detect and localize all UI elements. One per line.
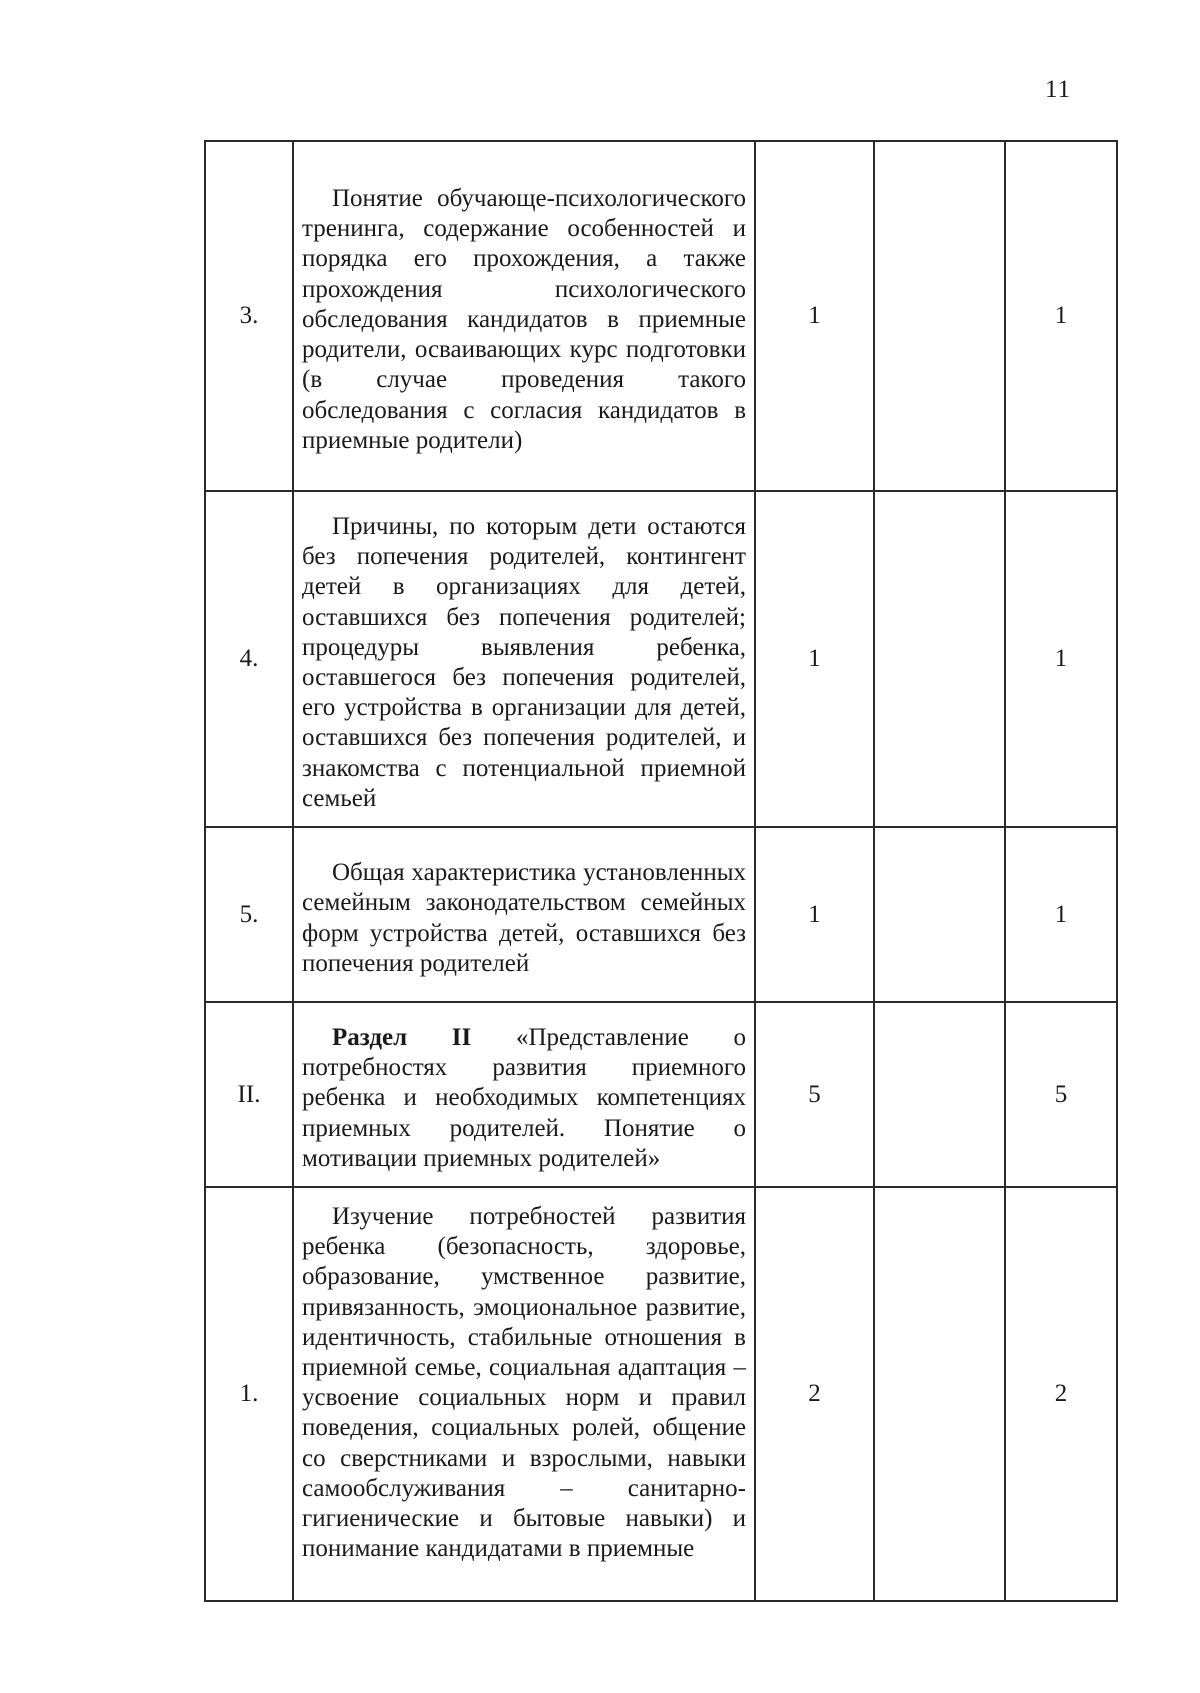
hours-empty-cell [874,491,1005,827]
row-number: 1. [205,1187,293,1601]
hours-practice-cell: 1 [1005,827,1117,1002]
row-number: 3. [205,141,293,491]
section-title: «Представление о потребностях развития приемного ребенка и необходимых компетенциях приемных родителей. Понятие о мотивации приемных родителей» [302,1024,746,1172]
topic-text [302,1023,746,1174]
hours-practice-cell: 5 [1005,1002,1117,1187]
hours-total-cell: 5 [755,1002,874,1187]
topic-cell [293,827,755,1002]
section-number: II. [205,1002,293,1187]
hours-total-cell: 1 [755,141,874,491]
table-row [205,141,1117,491]
table-row [205,491,1117,827]
row-number: 5. [205,827,293,1002]
hours-total-cell: 1 [755,491,874,827]
hours-total-cell: 1 [755,827,874,1002]
row-number: 4. [205,491,293,827]
hours-empty-cell [874,1002,1005,1187]
hours-practice-cell: 2 [1005,1187,1117,1601]
topic-cell [293,141,755,491]
hours-practice-cell: 1 [1005,491,1117,827]
table-row [205,827,1117,1002]
curriculum-table [204,140,1118,1602]
hours-practice-cell: 1 [1005,141,1117,491]
topic-text: Причины, по которым дети остаются без попечения родителей, контингент детей в организациях для детей, оставшихся без попечения родителей; процедуры выявления ребенка, оставшегося без попечения родителей, его устройства в организации для детей, оставшихся без попечения родителей, и знакомства с потенциальной приемной семьей [302,513,746,812]
page-number: 11 [1045,76,1072,103]
table-row-section [205,1002,1117,1187]
hours-empty-cell [874,1187,1005,1601]
hours-empty-cell [874,827,1005,1002]
topic-text: Общая характеристика установленных семейным законодательством семейных форм устройства детей, оставшихся без попечения родителей [302,859,746,977]
topic-cell [293,1002,755,1187]
hours-total-cell: 2 [755,1187,874,1601]
topic-text: Изучение потребностей развития ребенка (безопасность, здоровье, образование, умственное развитие, привязанность, эмоциональное развитие, идентичность, стабильные отношения в приемной семье, социальная адаптация – усвоение социальных норм и правил поведения, социальных ролей, общение со сверстниками и взрослыми, навыки самообслуживания – санитарно-гигиенические и бытовые навыки) и понимание кандидатами в приемные [302,1203,746,1563]
table-row [205,1187,1117,1601]
section-heading: Раздел II [332,1024,472,1052]
hours-empty-cell [874,141,1005,491]
topic-text: Понятие обучающе-психологического тренинга, содержание особенностей и порядка его прохождения, а также прохождения психологического обследования кандидатов в приемные родители, осваивающих курс подготовки (в случае проведения такого обследования с согласия кандидатов в приемные родители) [302,185,746,454]
topic-cell [293,491,755,827]
topic-cell [293,1187,755,1601]
